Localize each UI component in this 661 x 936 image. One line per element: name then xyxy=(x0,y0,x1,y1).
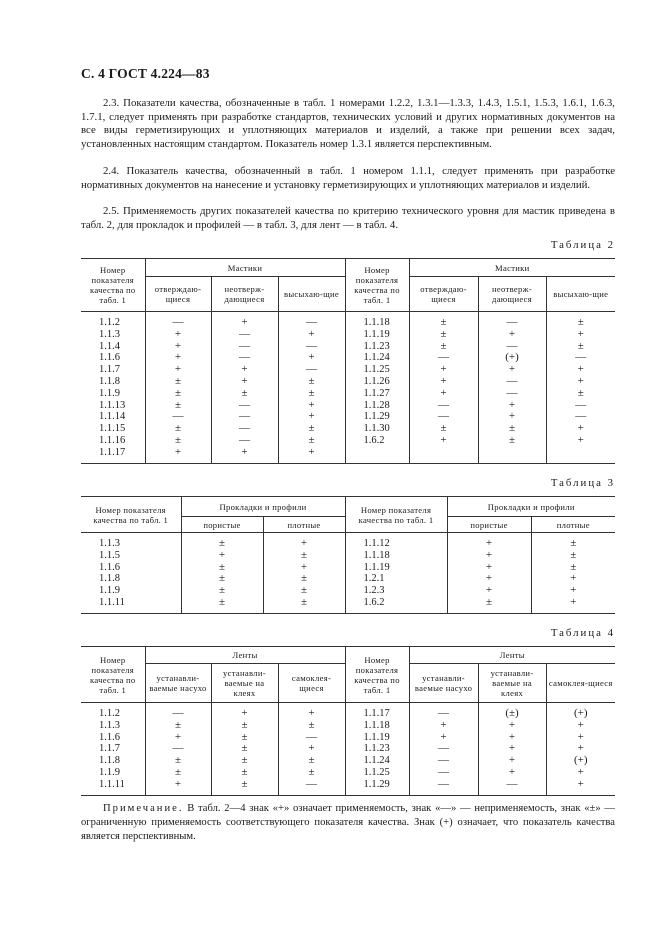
applicability-mark: + xyxy=(577,765,584,778)
table4-number-header-right: Номер показателя качества по табл. 1 xyxy=(345,647,409,703)
applicability-mark: + xyxy=(570,595,577,608)
note-label: Примечание. xyxy=(103,803,184,814)
applicability-mark: — xyxy=(239,422,250,435)
applicability-mark: + xyxy=(570,584,577,597)
applicability-mark: + xyxy=(308,410,315,423)
indicator-number: 1.1.25 xyxy=(363,364,390,376)
table4-subheader: устанавли-ваемые насухо xyxy=(145,664,211,703)
applicability-mark: + xyxy=(308,327,315,340)
indicator-number: 1.1.3 xyxy=(99,538,120,549)
applicability-mark: ± xyxy=(308,765,315,778)
indicator-number: 1.1.26 xyxy=(363,375,390,387)
applicability-mark: — xyxy=(506,374,518,387)
table4-subheader: устанавли-ваемые насухо xyxy=(409,664,478,703)
applicability-mark: + xyxy=(241,316,248,328)
applicability-mark: ± xyxy=(174,374,182,387)
table4-left-col xyxy=(279,703,345,795)
indicator-number: 1.1.24 xyxy=(363,755,390,767)
indicator-number: 1.1.27 xyxy=(363,387,390,399)
table2-caption: Таблица 2 xyxy=(550,239,615,251)
table4-left-col xyxy=(146,703,211,795)
indicator-number: 1.1.4 xyxy=(99,340,120,352)
applicability-mark: + xyxy=(577,374,584,387)
table3-number-header-left: Номер показателя качества по табл. 1 xyxy=(81,497,181,533)
indicator-number: 1.6.2 xyxy=(363,434,385,446)
table3-left-col xyxy=(182,533,263,613)
indicator-number: 1.1.6 xyxy=(99,352,120,364)
applicability-mark: + xyxy=(577,422,584,435)
applicability-mark: + xyxy=(174,363,182,376)
indicator-number: 1.1.6 xyxy=(99,731,120,743)
indicator-number: 1.2.3 xyxy=(363,585,385,597)
applicability-mark: + xyxy=(440,363,447,376)
applicability-mark: — xyxy=(239,351,250,364)
applicability-mark: — xyxy=(172,410,184,423)
applicability-mark: ± xyxy=(218,560,226,573)
indicator-number: 1.1.24 xyxy=(363,352,390,364)
table3-group-header-right: Прокладки и профили xyxy=(447,497,615,517)
indicator-number: 1.6.2 xyxy=(363,596,385,608)
table2-group-header-right: Мастики xyxy=(409,259,615,277)
applicability-mark: ± xyxy=(300,572,308,585)
applicability-mark: — xyxy=(438,765,450,778)
applicability-mark: + xyxy=(218,548,226,561)
applicability-mark: — xyxy=(575,398,587,411)
applicability-mark: + xyxy=(485,584,493,597)
applicability-mark: ± xyxy=(174,433,182,446)
table4-left-codes xyxy=(81,703,145,795)
applicability-mark: + xyxy=(508,730,516,743)
applicability-mark: ± xyxy=(218,595,226,608)
applicability-mark: + xyxy=(577,730,584,743)
applicability-mark: ± xyxy=(241,718,248,731)
indicator-number: 1.1.8 xyxy=(99,573,120,585)
applicability-mark: — xyxy=(438,742,450,755)
applicability-mark: ± xyxy=(218,537,226,549)
table2-subheader: высыхаю-щие xyxy=(546,277,615,312)
applicability-mark: — xyxy=(306,730,318,743)
indicator-number: 1.1.19 xyxy=(363,561,390,573)
indicator-number: 1.1.5 xyxy=(99,549,120,561)
table2-subheader: отверждаю-щиеся xyxy=(409,277,478,312)
applicability-mark: + xyxy=(570,572,577,585)
applicability-mark: ± xyxy=(174,386,182,399)
applicability-mark: ± xyxy=(308,422,315,435)
applicability-mark: ± xyxy=(241,386,248,399)
applicability-mark: (+) xyxy=(574,707,588,719)
applicability-mark: ± xyxy=(174,398,182,411)
indicator-number: 1.1.25 xyxy=(363,766,390,778)
applicability-mark: — xyxy=(239,410,250,423)
applicability-mark: + xyxy=(241,374,248,387)
table3-left-codes xyxy=(81,533,181,613)
indicator-number: 1.1.11 xyxy=(99,778,125,790)
applicability-mark: ± xyxy=(174,422,182,435)
applicability-mark: ± xyxy=(174,754,182,767)
applicability-mark: — xyxy=(506,777,518,790)
applicability-mark: + xyxy=(174,339,182,352)
table2-left-col xyxy=(279,312,345,463)
applicability-mark: + xyxy=(174,327,182,340)
applicability-mark: + xyxy=(485,537,493,549)
table4-subheader: самоклея-щиеся xyxy=(546,664,615,703)
applicability-mark: — xyxy=(306,363,318,376)
applicability-mark: + xyxy=(308,707,315,719)
applicability-mark: + xyxy=(577,327,584,340)
applicability-mark: + xyxy=(508,718,516,731)
table2-left-col xyxy=(212,312,278,463)
applicability-mark: + xyxy=(485,548,493,561)
applicability-mark: ± xyxy=(570,560,577,573)
applicability-mark: + xyxy=(508,410,516,423)
table4-number-header-left: Номер показателя качества по табл. 1 xyxy=(81,647,145,703)
table3-subheader: плотные xyxy=(531,517,615,533)
applicability-mark: + xyxy=(174,777,182,790)
applicability-mark: + xyxy=(308,445,315,458)
indicator-number: 1.1.23 xyxy=(363,340,390,352)
applicability-mark: ± xyxy=(485,595,493,608)
table2-right-col xyxy=(410,312,478,451)
table2-right-codes xyxy=(346,312,409,451)
applicability-mark: — xyxy=(239,339,250,352)
applicability-mark: (+) xyxy=(574,754,588,767)
applicability-mark: + xyxy=(577,433,584,446)
applicability-mark: ± xyxy=(218,584,226,597)
applicability-mark: ± xyxy=(241,754,248,767)
table3-number-header-right: Номер показателя качества по табл. 1 xyxy=(345,497,447,533)
applicability-mark: + xyxy=(308,398,315,411)
applicability-mark: + xyxy=(485,572,493,585)
indicator-number: 1.1.17 xyxy=(363,708,390,719)
applicability-mark: ± xyxy=(440,422,447,435)
table-2 xyxy=(81,258,615,464)
applicability-mark: ± xyxy=(174,718,182,731)
applicability-mark: + xyxy=(485,560,493,573)
table2-number-header-right: Номер показателя качества по табл. 1 xyxy=(345,259,409,312)
applicability-mark: + xyxy=(440,718,447,731)
indicator-number: 1.1.17 xyxy=(99,446,126,458)
indicator-number: 1.1.9 xyxy=(99,387,120,399)
indicator-number: 1.1.12 xyxy=(363,538,390,549)
applicability-mark: + xyxy=(577,363,584,376)
indicator-number: 1.2.1 xyxy=(363,573,385,585)
table3-subheader: пористые xyxy=(447,517,531,533)
indicator-number: 1.1.13 xyxy=(99,399,126,411)
table4-right-col xyxy=(410,703,478,795)
applicability-mark: — xyxy=(172,707,184,719)
table2-subheader: высыхаю-щие xyxy=(278,277,345,312)
indicator-number: 1.1.2 xyxy=(99,317,120,328)
table4-subheader: устанавли-ваемые на клеях xyxy=(211,664,278,703)
applicability-mark: — xyxy=(239,433,250,446)
applicability-mark: — xyxy=(172,742,184,755)
applicability-mark: — xyxy=(506,386,518,399)
applicability-mark: — xyxy=(438,777,450,790)
indicator-number: 1.1.2 xyxy=(99,708,120,719)
table3-subheader: плотные xyxy=(263,517,345,533)
indicator-number: 1.1.19 xyxy=(363,731,390,743)
applicability-mark: + xyxy=(300,560,308,573)
table2-left-codes xyxy=(81,312,145,463)
indicator-number: 1.1.8 xyxy=(99,755,120,767)
applicability-mark: — xyxy=(239,398,250,411)
table4-right-codes xyxy=(346,703,409,795)
indicator-number: 1.1.18 xyxy=(363,317,390,328)
indicator-number: 1.1.18 xyxy=(363,549,390,561)
indicator-number: 1.1.7 xyxy=(99,743,120,755)
applicability-mark: ± xyxy=(241,777,248,790)
applicability-mark: ± xyxy=(241,765,248,778)
applicability-mark: ± xyxy=(509,422,516,435)
table4-subheader: устанавли-ваемые на клеях xyxy=(478,664,546,703)
applicability-mark: ± xyxy=(577,316,584,328)
indicator-number: 1.1.16 xyxy=(99,434,126,446)
table2-number-header-left: Номер показателя качества по табл. 1 xyxy=(81,259,145,312)
applicability-mark: ± xyxy=(174,765,182,778)
page-header: С. 4 ГОСТ 4.224—83 xyxy=(81,66,210,81)
indicator-number: 1.1.7 xyxy=(99,364,120,376)
applicability-mark: ± xyxy=(218,572,226,585)
table4-right-col xyxy=(547,703,616,795)
paragraph-2-3: 2.3. Показатели качества, обозначенные в табл. 1 номерами 1.2.2, 1.3.1—1.3.3, 1.4.3, 1.5.1, 1.5.3, 1.6.1, 1.6.3, 1.7.1, следует применять при разработке стандартов, технических условий и других нормативных документов на все виды герметизирующих и уплотняющих материалов и изделий, а также при решении всех задач, установленных настоящим стандартом. Показатель номер 1.3.1 является перспективным. xyxy=(81,97,615,150)
applicability-mark: — xyxy=(438,351,450,364)
applicability-mark: + xyxy=(508,754,516,767)
indicator-number: 1.1.9 xyxy=(99,585,120,597)
table2-subheader: отверждаю-щиеся xyxy=(145,277,211,312)
applicability-mark: + xyxy=(440,386,447,399)
indicator-number: 1.1.18 xyxy=(363,719,390,731)
table4-group-header-right: Ленты xyxy=(409,647,615,664)
note-text: В табл. 2—4 знак «+» означает применяемость, знак «—» — неприменяемость, знак «±» — ограниченную применяемость соответствующего показателя качества. Знак (+) означает, что показатель качества является перспективным. xyxy=(81,803,615,842)
table2-right-col xyxy=(479,312,546,451)
indicator-number: 1.1.3 xyxy=(99,328,120,340)
applicability-mark: ± xyxy=(308,374,315,387)
table2-subheader: неотверж-дающиеся xyxy=(478,277,546,312)
table-4 xyxy=(81,646,615,796)
applicability-mark: — xyxy=(172,316,184,328)
applicability-mark: — xyxy=(438,410,450,423)
table3-subheader: пористые xyxy=(181,517,263,533)
table3-caption: Таблица 3 xyxy=(550,477,615,489)
table-3 xyxy=(81,496,615,614)
paragraph-2-5: 2.5. Применяемость других показателей качества по критерию технического уровня для мастик приведена в табл. 2, для прокладок и профилей — в табл. 3, для лент — в табл. 4. xyxy=(81,205,615,231)
applicability-mark: + xyxy=(308,742,315,755)
applicability-mark: + xyxy=(241,363,248,376)
table4-group-header-left: Ленты xyxy=(145,647,345,664)
applicability-mark: ± xyxy=(241,730,248,743)
applicability-mark: — xyxy=(506,316,518,328)
applicability-mark: + xyxy=(174,351,182,364)
applicability-mark: + xyxy=(508,765,516,778)
table2-subheader: неотверж-дающиеся xyxy=(211,277,278,312)
table3-left-col xyxy=(264,533,345,613)
applicability-mark: ± xyxy=(308,754,315,767)
applicability-mark: — xyxy=(306,316,318,328)
table2-right-col xyxy=(547,312,616,451)
applicability-mark: + xyxy=(508,742,516,755)
indicator-number: 1.1.29 xyxy=(363,778,390,790)
applicability-mark: (±) xyxy=(505,707,519,719)
indicator-number: 1.1.23 xyxy=(363,743,390,755)
table3-group-header-left: Прокладки и профили xyxy=(181,497,345,517)
applicability-mark: (+) xyxy=(505,351,519,364)
applicability-mark: — xyxy=(306,777,318,790)
paragraph-2-4: 2.4. Показатель качества, обозначенный в табл. 1 номером 1.1.1, следует применять при разработке нормативных документов на нанесение и установку герметизирующих и уплотняющих материалов и изделий. xyxy=(81,165,615,191)
applicability-mark: + xyxy=(577,742,584,755)
table-note xyxy=(81,802,615,844)
applicability-mark: ± xyxy=(509,433,516,446)
indicator-number: 1.1.14 xyxy=(99,411,126,423)
table3-right-col xyxy=(448,533,531,613)
applicability-mark: + xyxy=(174,730,182,743)
applicability-mark: + xyxy=(241,707,248,719)
applicability-mark: — xyxy=(575,351,587,364)
applicability-mark: ± xyxy=(308,386,315,399)
applicability-mark: + xyxy=(577,718,584,731)
applicability-mark: ± xyxy=(308,433,315,446)
indicator-number: 1.1.11 xyxy=(99,596,125,608)
applicability-mark: + xyxy=(508,327,516,340)
table4-subheader: самоклея-щиеся xyxy=(278,664,345,703)
applicability-mark: + xyxy=(440,374,447,387)
applicability-mark: — xyxy=(438,754,450,767)
applicability-mark: ± xyxy=(300,584,308,597)
indicator-number: 1.1.6 xyxy=(99,561,120,573)
table4-left-col xyxy=(212,703,278,795)
applicability-mark: — xyxy=(575,410,587,423)
indicator-number: 1.1.15 xyxy=(99,423,126,435)
applicability-mark: ± xyxy=(440,316,447,328)
applicability-mark: + xyxy=(241,445,248,458)
table2-left-col xyxy=(146,312,211,463)
applicability-mark: ± xyxy=(440,327,447,340)
applicability-mark: ± xyxy=(577,339,584,352)
indicator-number: 1.1.9 xyxy=(99,766,120,778)
indicator-number: 1.1.19 xyxy=(363,328,390,340)
applicability-mark: + xyxy=(308,351,315,364)
applicability-mark: ± xyxy=(308,718,315,731)
table4-right-col xyxy=(479,703,546,795)
applicability-mark: — xyxy=(438,398,450,411)
applicability-mark: + xyxy=(174,445,182,458)
applicability-mark: + xyxy=(508,363,516,376)
table4-caption: Таблица 4 xyxy=(550,627,615,639)
applicability-mark: ± xyxy=(300,548,308,561)
applicability-mark: — xyxy=(438,707,450,719)
table3-right-col xyxy=(532,533,616,613)
applicability-mark: + xyxy=(440,730,447,743)
table3-right-codes xyxy=(346,533,447,613)
indicator-number: 1.1.28 xyxy=(363,399,390,411)
applicability-mark: ± xyxy=(241,742,248,755)
indicator-number: 1.1.8 xyxy=(99,375,120,387)
table2-group-header-left: Мастики xyxy=(145,259,345,277)
applicability-mark: + xyxy=(300,537,308,549)
applicability-mark: — xyxy=(306,339,318,352)
applicability-mark: ± xyxy=(300,595,308,608)
indicator-number: 1.1.29 xyxy=(363,411,390,423)
applicability-mark: — xyxy=(239,327,250,340)
indicator-number: 1.1.3 xyxy=(99,719,120,731)
applicability-mark: ± xyxy=(570,548,577,561)
applicability-mark: + xyxy=(577,777,584,790)
applicability-mark: ± xyxy=(440,339,447,352)
indicator-number: 1.1.30 xyxy=(363,423,390,435)
applicability-mark: ± xyxy=(577,386,584,399)
applicability-mark: — xyxy=(506,339,518,352)
applicability-mark: + xyxy=(508,398,516,411)
applicability-mark: ± xyxy=(570,537,577,549)
applicability-mark: + xyxy=(440,433,447,446)
